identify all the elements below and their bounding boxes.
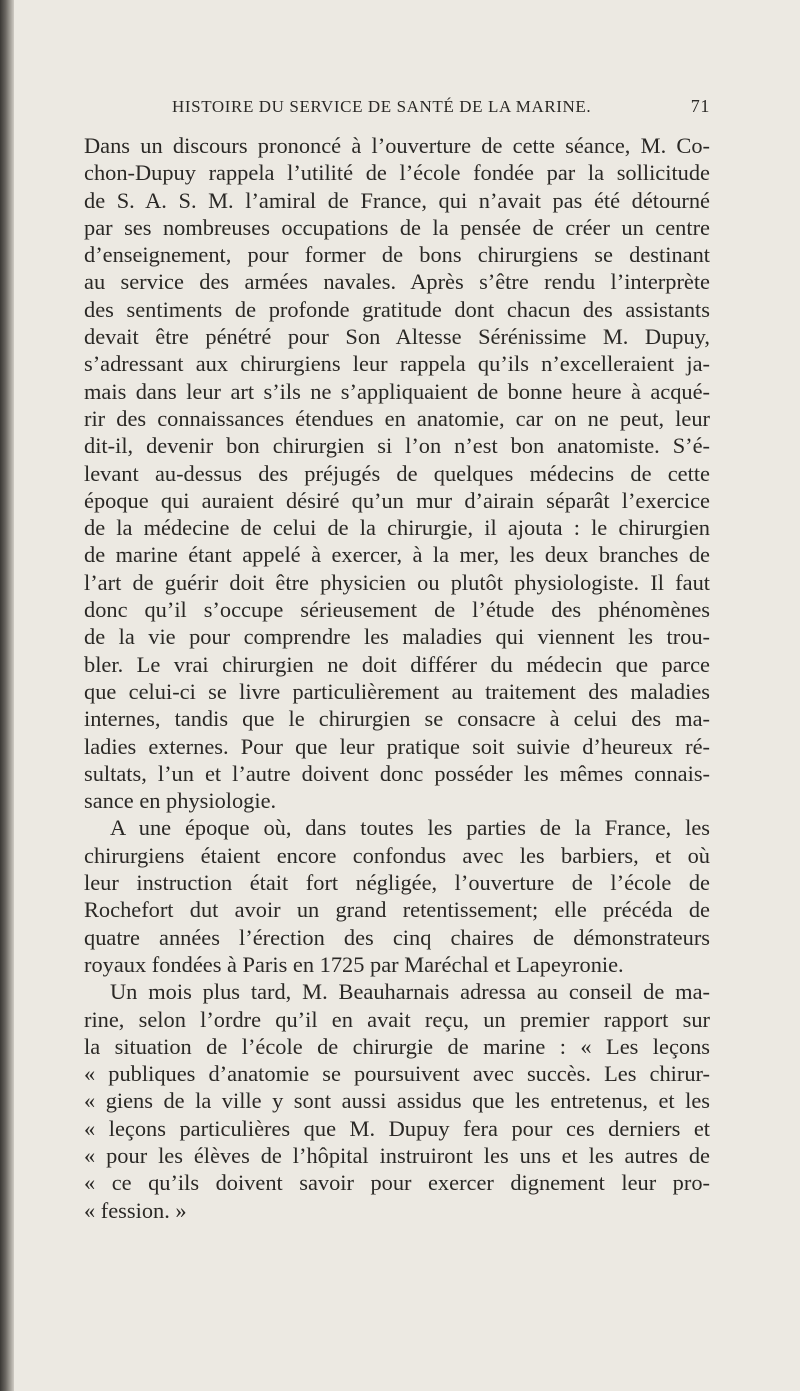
text-line: des sentiments de profonde gratitude dont chacun des assistants [84, 296, 710, 322]
text-line: levant au-dessus des préjugés de quelques médecins de cette [84, 460, 710, 486]
text-line: « publiques d’anatomie se poursuivent avec succès. Les chirur- [84, 1061, 710, 1087]
text-line: de la vie pour comprendre les maladies qui viennent les trou- [84, 624, 710, 650]
text-line: époque qui auraient désiré qu’un mur d’airain séparât l’exercice [84, 487, 710, 513]
text-line: internes, tandis que le chirurgien se consacre à celui des ma- [84, 706, 710, 732]
text-line: « giens de la ville y sont aussi assidus que les entretenus, et les [84, 1088, 710, 1114]
text-line: dit-il, devenir bon chirurgien si l’on n’est bon anatomiste. S’é- [84, 433, 710, 459]
text-line: sultats, l’un et l’autre doivent donc posséder les mêmes connais- [84, 760, 710, 786]
text-line: de marine étant appelé à exercer, à la mer, les deux branches de [84, 542, 710, 568]
text-line: A une époque où, dans toutes les parties de la France, les [110, 815, 710, 841]
page-edge-shadow [0, 0, 14, 1391]
text-line: rine, selon l’ordre qu’il en avait reçu, un premier rapport sur [84, 1006, 710, 1032]
running-header [84, 96, 710, 132]
text-line: d’enseignement, pour former de bons chirurgiens se destinant [84, 242, 710, 268]
text-line: Un mois plus tard, M. Beauharnais adressa au conseil de ma- [110, 979, 710, 1005]
text-line: la situation de l’école de chirurgie de marine : « Les leçons [84, 1033, 710, 1059]
text-line: sance en physiologie. [84, 788, 277, 814]
text-line: bler. Le vrai chirurgien ne doit différer du médecin que parce [84, 651, 710, 677]
page-number: 71 [690, 96, 710, 116]
text-line: chon-Dupuy rappela l’utilité de l’école fondée par la sollicitude [84, 160, 710, 186]
text-line: s’adressant aux chirurgiens leur rappela qu’ils n’excelleraient ja- [84, 351, 710, 377]
text-line: royaux fondées à Paris en 1725 par Maréchal et Lapeyronie. [84, 951, 624, 977]
text-line: quatre années l’érection des cinq chaires de démonstrateurs [84, 924, 710, 950]
text-line: au service des armées navales. Après s’être rendu l’interprète [84, 269, 710, 295]
text-line: Rochefort dut avoir un grand retentissement; elle précéda de [84, 897, 710, 923]
text-line: par ses nombreuses occupations de la pensée de créer un centre [84, 214, 710, 240]
text-line: l’art de guérir doit être physicien ou plutôt physiologiste. Il faut [84, 569, 710, 595]
text-line: ladies externes. Pour que leur pratique soit suivie d’heureux ré- [84, 733, 710, 759]
text-line: mais dans leur art s’ils ne s’appliquaient de bonne heure à acqué- [84, 378, 710, 404]
text-line: « fession. » [84, 1197, 187, 1223]
text-line: « pour les élèves de l’hôpital instruiront les uns et les autres de [84, 1142, 710, 1168]
text-line: de la médecine de celui de la chirurgie, il ajouta : le chirurgien [84, 515, 710, 541]
text-line: donc qu’il s’occupe sérieusement de l’étude des phénomènes [84, 597, 710, 623]
text-line: leur instruction était fort négligée, l’ouverture de l’école de [84, 870, 710, 896]
text-line: chirurgiens étaient encore confondus avec les barbiers, et où [84, 842, 710, 868]
paragraph [84, 814, 710, 978]
book-page [84, 96, 710, 1224]
text-line: « leçons particulières que M. Dupuy fera pour ces derniers et [84, 1115, 710, 1141]
paragraph [84, 132, 710, 814]
text-line: de S. A. S. M. l’amiral de France, qui n’avait pas été détourné [84, 187, 710, 213]
text-line: devait être pénétré pour Son Altesse Sérénissime M. Dupuy, [84, 324, 710, 350]
text-line: Dans un discours prononcé à l’ouverture de cette séance, M. Co- [84, 133, 710, 158]
running-title: HISTOIRE DU SERVICE DE SANTÉ DE LA MARINE. [172, 97, 592, 116]
paragraph [84, 978, 710, 1224]
body-text [84, 132, 710, 1224]
text-line: « ce qu’ils doivent savoir pour exercer dignement leur pro- [84, 1170, 710, 1196]
text-line: rir des connaissances étendues en anatomie, car on ne peut, leur [84, 405, 710, 431]
text-line: que celui-ci se livre particulièrement au traitement des maladies [84, 678, 710, 704]
